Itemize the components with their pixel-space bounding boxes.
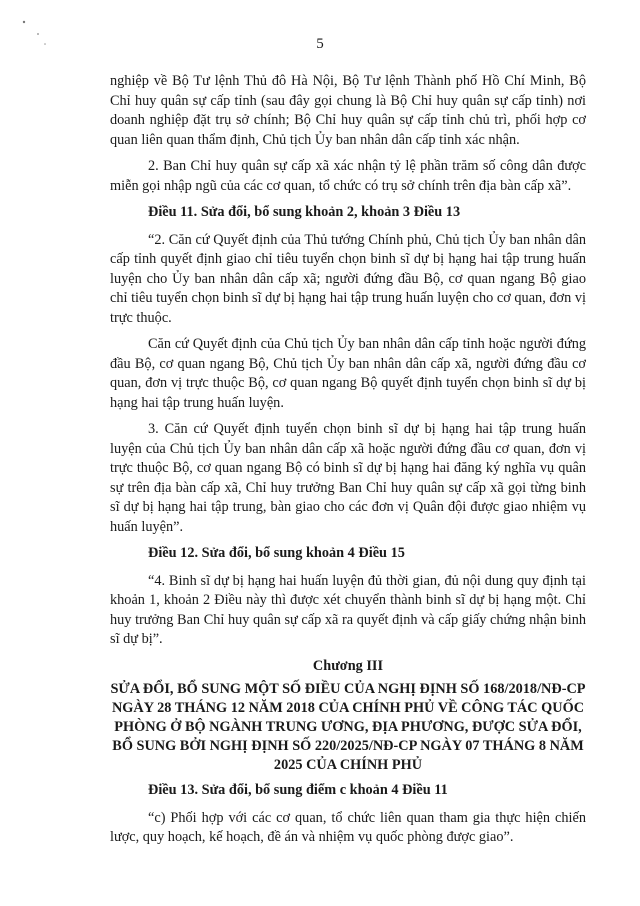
paragraph-article-13-point-c: “c) Phối hợp với các cơ quan, tổ chức liên quan tham gia thực hiện chiến lược, quy hoạch, kế hoạch, đề án và nhiệm vụ quốc phòng được giao”. (110, 809, 586, 845)
document-body (110, 72, 586, 855)
article-12-heading: Điều 12. Sửa đổi, bổ sung khoản 4 Điều 15 (148, 545, 405, 561)
article-11-heading: Điều 11. Sửa đổi, bổ sung khoản 2, khoản 3 Điều 13 (148, 204, 461, 220)
paragraph-clause-2: 2. Ban Chỉ huy quân sự cấp xã xác nhận tỷ lệ phần trăm số công dân được miễn gọi nhập ngũ của các cơ quan, tổ chức có trụ sở chính trên địa bàn cấp xã”. (110, 158, 586, 194)
chapter-heading: SỬA ĐỔI, BỔ SUNG MỘT SỐ ĐIỀU CỦA NGHỊ ĐỊNH SỐ 168/2018/NĐ-CP NGÀY 28 THÁNG 12 NĂM 2018 CỦA CHÍNH PHỦ VỀ CÔNG TÁC QUỐC PHÒNG Ở BỘ NGÀNH TRUNG ƯƠNG, ĐỊA PHƯƠNG, ĐƯỢC SỬA ĐỔI, BỔ SUNG BỞI NGHỊ ĐỊNH SỐ 220/2025/NĐ-CP NGÀY 07 THÁNG 8 NĂM 2025 CỦA CHÍNH PHỦ (110, 681, 586, 773)
paragraph-article-12-clause-4: “4. Binh sĩ dự bị hạng hai huấn luyện đủ thời gian, đủ nội dung quy định tại khoản 1, khoản 2 Điều này thì được xét chuyển thành binh sĩ dự bị hạng một. Chỉ huy trưởng Ban Chỉ huy quân sự cấp xã ra quyết định và cấp giấy chứng nhận binh sĩ dự bị”. (110, 572, 586, 647)
page-number: 5 (316, 36, 324, 52)
paragraph-article-11-clause-2: “2. Căn cứ Quyết định của Thủ tướng Chính phủ, Chủ tịch Ủy ban nhân dân cấp tỉnh quyết định giao chỉ tiêu tuyển chọn binh sĩ dự bị hạng hai tập trung huấn luyện cho Ủy ban nhân dân cấp xã; người đứng đầu Bộ, cơ quan ngang Bộ giao chỉ tiêu tuyển chọn binh sĩ dự bị hạng hai tập trung huấn luyện cho cơ quan, đơn vị trực thuộc. (110, 231, 586, 326)
chapter-title: Chương III (312, 657, 384, 674)
paragraph-continuation: nghiệp về Bộ Tư lệnh Thủ đô Hà Nội, Bộ Tư lệnh Thành phố Hồ Chí Minh, Bộ Chỉ huy quân sự cấp tỉnh (sau đây gọi chung là Bộ Chỉ huy quân sự cấp tỉnh) nơi doanh nghiệp đặt trụ sở chính; Bộ Chỉ huy quân sự cấp tỉnh chủ trì, phối hợp cơ quan liên quan thẩm định, Chủ tịch Ủy ban nhân dân cấp tỉnh xác nhận. (110, 73, 586, 148)
article-13-heading: Điều 13. Sửa đổi, bổ sung điểm c khoản 4 Điều 11 (148, 782, 448, 798)
paragraph-article-11-decision: Căn cứ Quyết định của Chủ tịch Ủy ban nhân dân cấp tỉnh hoặc người đứng đầu Bộ, cơ quan ngang Bộ, Chủ tịch Ủy ban nhân dân cấp xã, người đứng đầu cơ quan, đơn vị trực thuộc Bộ, cơ quan ngang Bộ quyết định tuyển chọn binh sĩ dự bị hạng hai tập trung huấn luyện. (110, 336, 586, 411)
paragraph-article-11-clause-3: 3. Căn cứ Quyết định tuyển chọn binh sĩ dự bị hạng hai tập trung huấn luyện của Chủ tịch Ủy ban nhân dân cấp xã hoặc người đứng đầu cơ quan, đơn vị trực thuộc Bộ, cơ quan ngang Bộ có binh sĩ dự bị hạng hai đăng ký nghĩa vụ quân sự trên địa bàn cấp xã, Chỉ huy trưởng Ban Chỉ huy quân sự cấp xã gọi từng binh sĩ dự bị hạng hai tập trung, bàn giao cho các đơn vị Quân đội được giao nhiệm vụ huấn luyện”. (110, 421, 586, 535)
